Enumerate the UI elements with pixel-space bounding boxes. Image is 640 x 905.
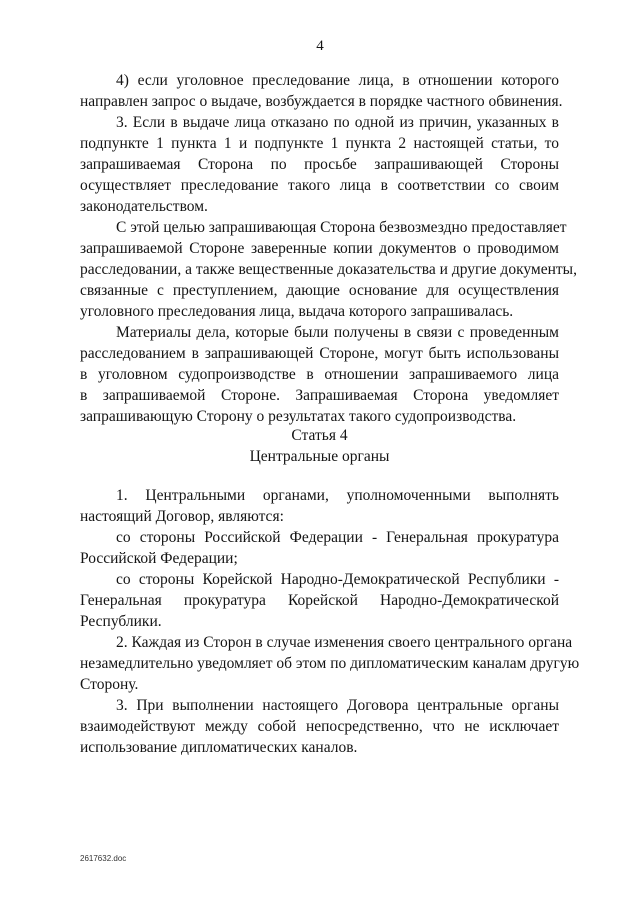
text-line: Республики.	[80, 613, 162, 630]
file-name-footer: 2617632.doc	[80, 854, 127, 863]
text-line: Российской Федерации;	[80, 550, 238, 567]
text-line: запрашиваемая Сторона по просьбе запрашивающей Стороны	[80, 156, 559, 173]
text-line: 3. Если в выдаче лица отказано по одной из причин, указанных в	[116, 114, 559, 131]
text-line: расследованием в запрашивающей Стороне, могут быть использованы	[80, 345, 559, 362]
article-heading: Статья 4	[291, 427, 348, 444]
text-line: связанные с преступлением, дающие основание для осуществления	[80, 282, 559, 299]
text-line: Сторону.	[80, 676, 139, 693]
text-line: со стороны Корейской Народно-Демократической Республики -	[116, 571, 559, 588]
text-line: осуществляет преследование такого лица в соответствии со своим	[80, 177, 559, 194]
text-line: взаимодействуют между собой непосредственно, что не исключает	[80, 718, 559, 735]
text-line: 2. Каждая из Сторон в случае изменения своего центрального органа	[116, 634, 573, 651]
page-number: 4	[316, 38, 324, 54]
text-line: в запрашиваемой Стороне. Запрашиваемая Сторона уведомляет	[80, 387, 559, 404]
text-line: запрашиваемой Стороне заверенные копии документов о проводимом	[80, 240, 559, 257]
text-line: использование дипломатических каналов.	[80, 739, 358, 756]
text-line: С этой целью запрашивающая Сторона безвозмездно предоставляет	[116, 219, 567, 236]
text-line: Генеральная прокуратура Корейской Народно-Демократической	[80, 592, 559, 609]
text-line: законодательством.	[80, 198, 208, 215]
text-line: уголовного преследования лица, выдача которого запрашивалась.	[80, 303, 514, 320]
text-line: настоящий Договор, являются:	[80, 508, 284, 525]
text-line: запрашивающую Сторону о результатах такого судопроизводства.	[80, 408, 517, 425]
article-title: Центральные органы	[249, 448, 390, 465]
text-line: 1. Центральными органами, уполномоченными выполнять	[116, 487, 559, 504]
text-line: в уголовном судопроизводстве в отношении запрашиваемого лица	[80, 366, 559, 383]
text-line: со стороны Российской Федерации - Генеральная прокуратура	[116, 529, 559, 546]
text-line: 4) если уголовное преследование лица, в отношении которого	[116, 72, 559, 89]
text-line: расследовании, а также вещественные доказательства и другие документы,	[80, 261, 577, 278]
text-line: подпункте 1 пункта 1 и подпункте 1 пункта 2 настоящей статьи, то	[80, 135, 559, 152]
text-line: Материалы дела, которые были получены в связи с проведенным	[116, 324, 559, 341]
text-line: направлен запрос о выдаче, возбуждается в порядке частного обвинения.	[80, 93, 563, 110]
text-line: 3. При выполнении настоящего Договора центральные органы	[116, 697, 559, 714]
text-line: незамедлительно уведомляет об этом по дипломатическим каналам другую	[80, 655, 580, 672]
